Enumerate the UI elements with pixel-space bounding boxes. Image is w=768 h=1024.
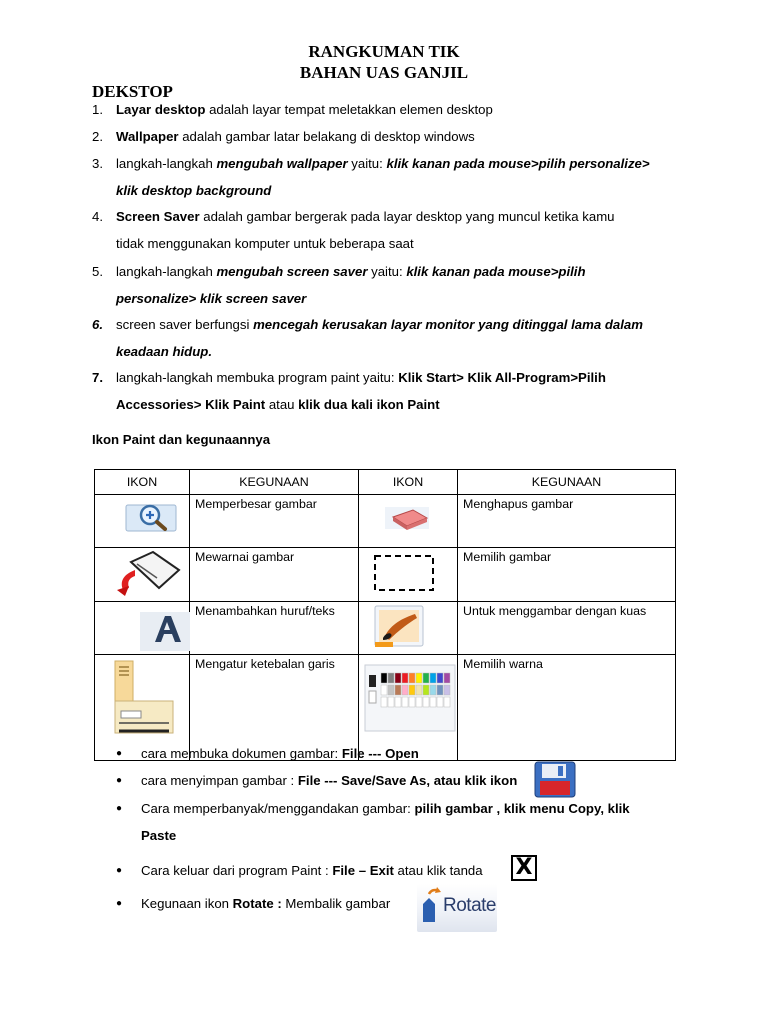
table-row xyxy=(95,495,676,548)
list-item-7: langkah-langkah membuka program paint yaitu: Klik Start> Klik All-Program>Pilih xyxy=(116,370,606,385)
list-item-6: screen saver berfungsi mencegah kerusakan layar monitor yang ditinggal lama dalam xyxy=(116,317,643,332)
table-caption: Ikon Paint dan kegunaannya xyxy=(92,432,271,447)
list-number: 2. xyxy=(92,129,103,144)
eraser-icon xyxy=(359,495,457,547)
zoom-icon xyxy=(95,495,189,547)
table-header-row xyxy=(95,470,676,495)
col-header: IKON xyxy=(359,470,458,495)
line-width-icon xyxy=(95,655,189,760)
bullet-dot: ● xyxy=(116,748,123,759)
list-number: 7. xyxy=(92,370,103,385)
col-header: KEGUNAAN xyxy=(190,470,359,495)
doc-title: RANGKUMAN TIK xyxy=(308,42,460,61)
close-icon: X xyxy=(511,855,537,881)
table-row xyxy=(95,548,676,602)
list-item-3-cont: klik desktop background xyxy=(116,183,272,198)
bullet-dot: ● xyxy=(116,775,123,786)
icon-description: Memperbesar gambar xyxy=(195,497,317,511)
list-number: 3. xyxy=(92,156,103,171)
bullet-item-3: Cara memperbanyak/menggandakan gambar: pilih gambar , klik menu Copy, klik xyxy=(141,801,630,816)
color-palette-icon xyxy=(359,655,457,760)
icon-description: Memilih gambar xyxy=(463,550,552,564)
brush-icon xyxy=(359,602,457,654)
icon-description: Mewarnai gambar xyxy=(195,550,295,564)
section-heading: DEKSTOP xyxy=(92,82,173,101)
icon-description: Menambahkan huruf/teks xyxy=(195,604,335,618)
list-number: 4. xyxy=(92,209,103,224)
list-item-4-cont: tidak menggunakan komputer untuk beberapa saat xyxy=(116,236,414,251)
save-icon xyxy=(534,761,576,798)
rotate-icon xyxy=(417,884,497,932)
icon-description: Memilih warna xyxy=(463,657,543,671)
bullet-item-3-cont: Paste xyxy=(141,828,177,843)
list-number: 6. xyxy=(92,317,103,332)
table-row xyxy=(95,602,676,655)
list-item-4: Screen Saver adalah gambar bergerak pada layar desktop yang muncul ketika kamu xyxy=(116,209,615,224)
col-header: IKON xyxy=(95,470,190,495)
bullet-dot: ● xyxy=(116,865,123,876)
list-item-2: Wallpaper adalah gambar latar belakang di desktop windows xyxy=(116,129,475,144)
list-item-6-cont: keadaan hidup. xyxy=(116,344,212,359)
list-item-5: langkah-langkah mengubah screen saver yaitu: klik kanan pada mouse>pilih xyxy=(116,264,586,279)
select-icon xyxy=(359,548,457,601)
bullet-item-2: cara menyimpan gambar : File --- Save/Save As, atau klik ikon xyxy=(141,773,518,788)
list-item-5-cont: personalize> klik screen saver xyxy=(116,291,307,306)
table-row xyxy=(95,655,676,761)
icon-description: Mengatur ketebalan garis xyxy=(195,657,335,671)
fill-bucket-icon xyxy=(95,548,189,601)
bullet-item-5: Kegunaan ikon Rotate : Membalik gambar xyxy=(141,896,391,911)
rotate-label: Rotate xyxy=(443,895,496,916)
col-header: KEGUNAAN xyxy=(458,470,676,495)
bullet-dot: ● xyxy=(116,898,123,909)
icon-table xyxy=(94,469,676,761)
icon-description: Menghapus gambar xyxy=(463,497,574,511)
list-item-1: Layar desktop adalah layar tempat meletakkan elemen desktop xyxy=(116,102,493,117)
list-number: 1. xyxy=(92,102,103,117)
list-number: 5. xyxy=(92,264,103,279)
bullet-item-1: cara membuka dokumen gambar: File --- Open xyxy=(141,746,419,761)
bullet-dot: ● xyxy=(116,803,123,814)
bullet-item-4: Cara keluar dari program Paint : File – Exit atau klik tanda xyxy=(141,863,483,878)
text-icon xyxy=(95,602,189,654)
doc-subtitle: BAHAN UAS GANJIL xyxy=(299,63,469,82)
icon-description: Untuk menggambar dengan kuas xyxy=(463,604,647,618)
list-item-3: langkah-langkah mengubah wallpaper yaitu: klik kanan pada mouse>pilih personalize> xyxy=(116,156,650,171)
list-item-7-cont: Accessories> Klik Paint atau klik dua kali ikon Paint xyxy=(116,397,440,412)
